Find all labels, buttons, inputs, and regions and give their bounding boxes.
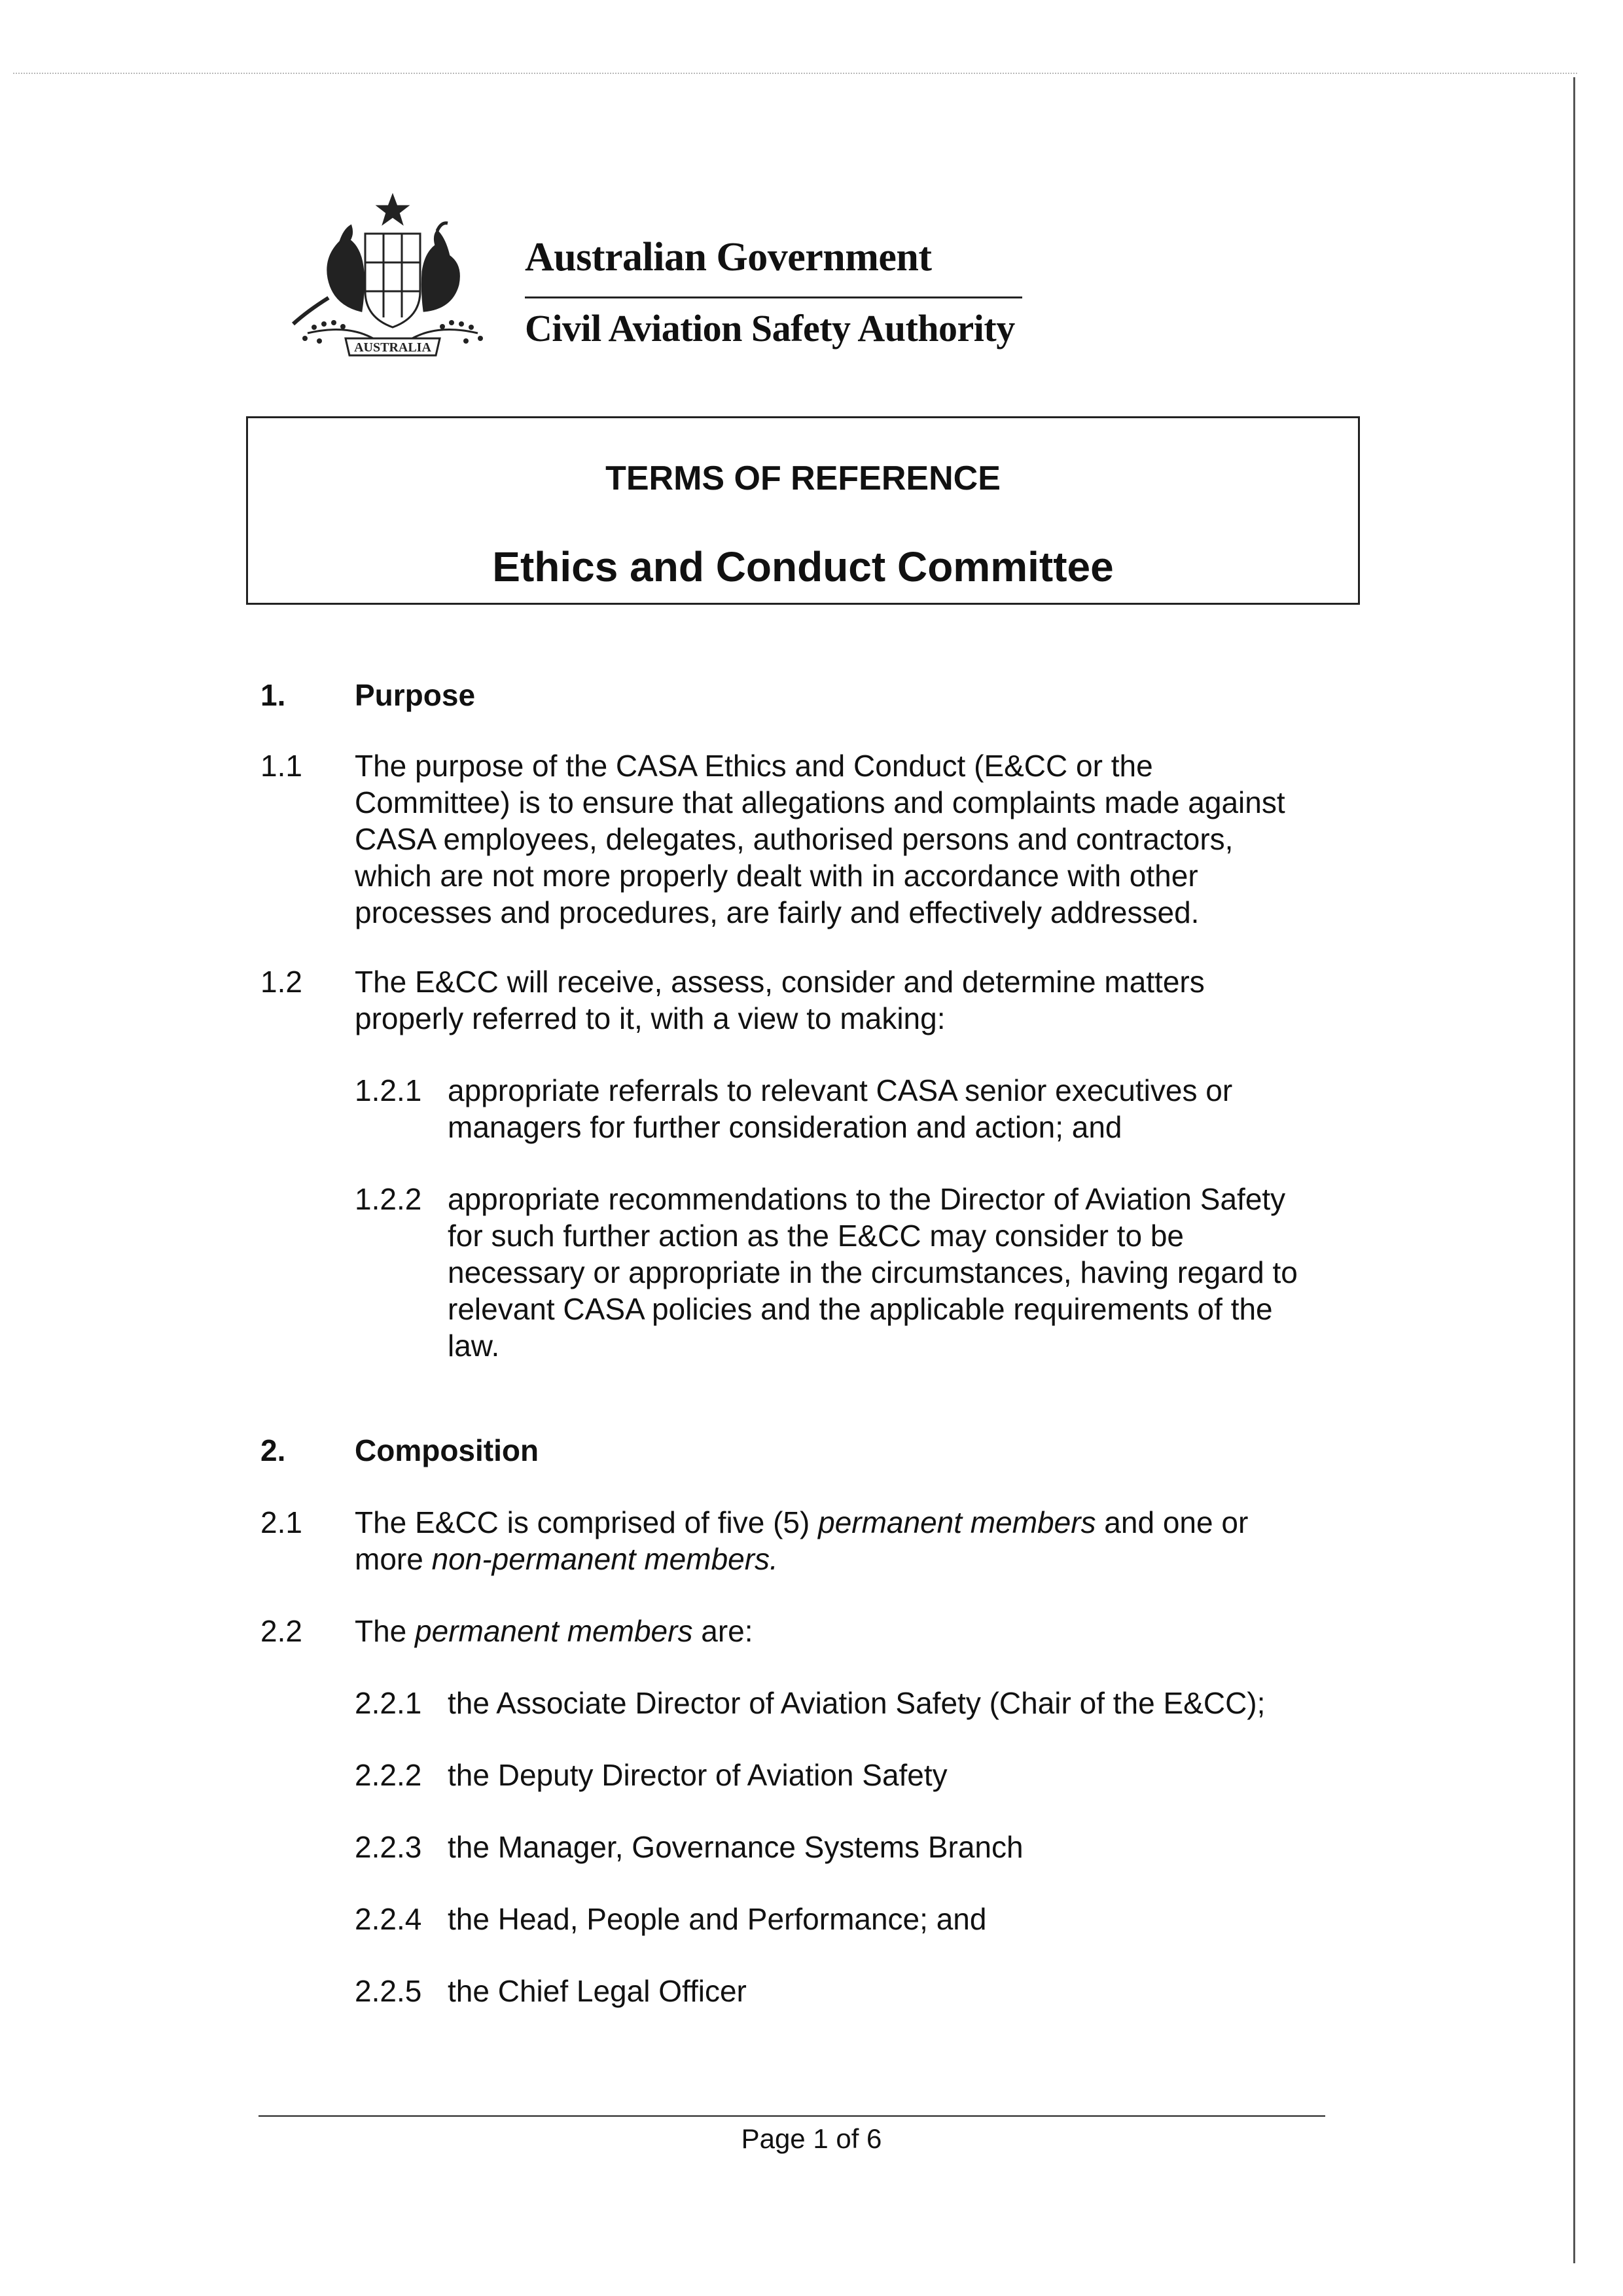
clause-2-2-text	[355, 1613, 1376, 1649]
member-text: the Chief Legal Officer	[448, 1974, 747, 2008]
text-run: The	[355, 1614, 416, 1648]
clause-1-2-2-number: 1.2.2	[355, 1182, 422, 1216]
text-line: properly referred to it, with a view to making:	[355, 1001, 946, 1035]
clause-1-2-number: 1.2	[260, 965, 302, 999]
letterhead-rule	[525, 296, 1022, 298]
clause-2-2-number: 2.2	[260, 1614, 302, 1648]
page-number: Page 1 of 6	[741, 2123, 882, 2154]
text-line: The E&CC will receive, assess, consider and determine matters	[355, 965, 1205, 999]
member-text: the Associate Director of Aviation Safety (Chair of the E&CC);	[448, 1686, 1266, 1720]
title-box	[246, 416, 1360, 605]
text-run: are:	[692, 1614, 753, 1648]
member-text: the Deputy Director of Aviation Safety	[448, 1758, 948, 1792]
agency-name: Civil Aviation Safety Authority	[525, 307, 1015, 350]
clause-2-1-number: 2.1	[260, 1505, 302, 1539]
government-name: Australian Government	[525, 235, 932, 279]
text-line: CASA employees, delegates, authorised persons and contractors,	[355, 822, 1234, 856]
member-text: the Head, People and Performance; and	[448, 1902, 987, 1936]
crest-scroll-text: AUSTRALIA	[354, 340, 431, 355]
footer-rule	[259, 2115, 1325, 2117]
emphasis-run: non-permanent members.	[431, 1542, 778, 1576]
section-1-number: 1.	[260, 678, 286, 712]
scan-edge-top	[13, 73, 1577, 74]
section-2-number: 2.	[260, 1433, 286, 1467]
member-number: 2.2.4	[355, 1902, 422, 1936]
member-number: 2.2.5	[355, 1974, 422, 2008]
document-type-label: TERMS OF REFERENCE	[605, 459, 1001, 497]
text-line: The purpose of the CASA Ethics and Conduct (E&CC or the	[355, 749, 1153, 783]
text-line: law.	[448, 1329, 500, 1363]
text-run: more	[355, 1542, 432, 1576]
text-line: managers for further consideration and action; and	[448, 1110, 1122, 1144]
emphasis-run: permanent members	[818, 1505, 1096, 1539]
text-line: processes and procedures, are fairly and effectively addressed.	[355, 895, 1200, 929]
text-line: for such further action as the E&CC may consider to be	[448, 1219, 1184, 1253]
member-number: 2.2.1	[355, 1686, 422, 1720]
coat-of-arms-logo	[288, 193, 497, 376]
clause-2-1-text	[355, 1504, 1376, 1577]
emphasis-run: permanent members	[415, 1614, 693, 1648]
text-run: The E&CC is comprised of five (5)	[355, 1505, 819, 1539]
section-1-heading: Purpose	[355, 678, 476, 712]
text-line: relevant CASA policies and the applicable requirements of the	[448, 1292, 1273, 1326]
member-number: 2.2.3	[355, 1830, 422, 1864]
text-line: necessary or appropriate in the circumstances, having regard to	[448, 1255, 1298, 1289]
text-line: Committee) is to ensure that allegations and complaints made against	[355, 785, 1285, 819]
clause-1-2-text	[355, 963, 1376, 1037]
clause-1-2-1-text	[448, 1072, 1364, 1145]
section-2-heading: Composition	[355, 1433, 539, 1467]
clause-1-1-text	[355, 747, 1376, 931]
clause-1-2-1-number: 1.2.1	[355, 1073, 422, 1107]
member-number: 2.2.2	[355, 1758, 422, 1792]
text-line: which are not more properly dealt with in accordance with other	[355, 859, 1198, 893]
clause-1-1-number: 1.1	[260, 749, 302, 783]
clause-1-2-2-text	[448, 1181, 1364, 1364]
text-line: appropriate recommendations to the Director of Aviation Safety	[448, 1182, 1286, 1216]
member-text: the Manager, Governance Systems Branch	[448, 1830, 1024, 1864]
scan-edge-right	[1573, 77, 1575, 2263]
document-title: Ethics and Conduct Committee	[492, 543, 1114, 590]
text-line: appropriate referrals to relevant CASA senior executives or	[448, 1073, 1233, 1107]
text-run: and one or	[1096, 1505, 1249, 1539]
